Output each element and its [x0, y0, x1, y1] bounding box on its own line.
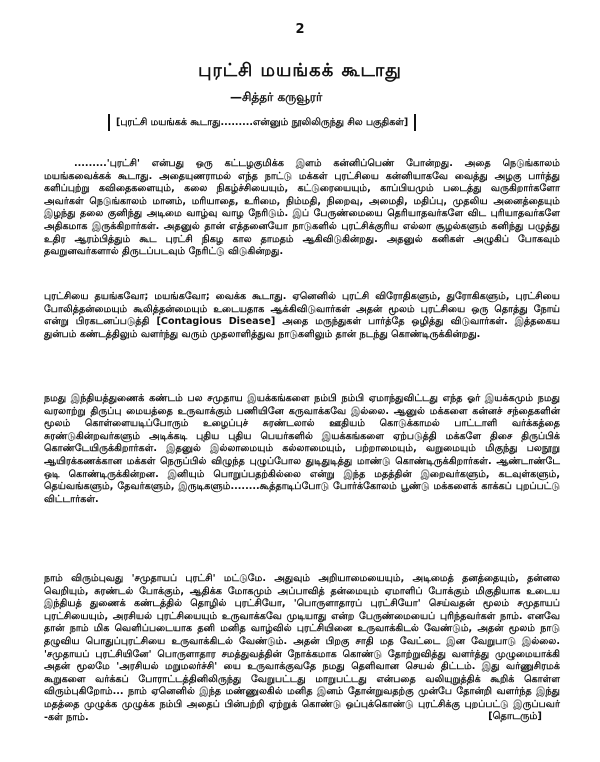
paragraph-1 [44, 158, 560, 259]
page-number: 2 [295, 22, 305, 37]
paragraph-text: புரட்சியை தயங்கவோ; மயங்கவோ; வைக்க கூடாது. ஏனெனில் புரட்சி விரோதிகளும், துரோகிகளும், புரட்சியை போலித்தன்மையும் கூலித்தன்மையும் உடையதாக ஆக்கிவிடுவார்கள் அதன் மூலம் புரட்சியை ஒரு தொத்து நோய் என்று பிரகடனப்படுத்தி [Contagious Disease] அதை மருந்துகள் பார்த்தே ஒழித்து விடுவார்கள். இத்தகைய துன்பம் கண்டத்திலும் வளர்ந்து வரும் முதலாளித்துவ நாடுகளிலும் தான் நடந்து கொண்டிருக்கின்றது. [44, 291, 560, 340]
page-title: புரட்சி மயங்கக் கூடாது [198, 60, 402, 81]
paragraph-text: நமது இந்தியத்துணைக் கண்டம் பல சமுதாய இயக்கங்களை நம்பி நம்பி ஏமாந்துவிட்டது எந்த ஓர் இயக்கமும் நமது வரலாற்று திருப்பு மையத்தை உருவாக்கும் பணியினே கருவாக்கவே இல்லை. ஆனுல் மக்களை கன்னச் சந்தைகளின் மூலம் கொள்ளையடிப்போரும் உழைப்புச் சுரண்டலால் ஊதியம் கொடுக்காமல் பாட்டாளி வர்க்கத்தை சுரண்டுகின்றவர்களும் அடிக்கடி புதிய புதிய பெயர்களில் இயக்கங்களை ஏற்படுத்தி மக்களே திசை திருப்பிக் கொண்டேயிருக்கிறார்கள். இதனுல் இல்லாமையும் கல்லாமையும், பற்றாமையும், வறுமையும் மிகுந்து பலநூறு ஆயிரக்கணக்கான மக்கள் நெருப்பில் விழுந்த புழுப்போல துடிதுடித்து மாண்டு கொண்டிருக்கிறார்கள். ஆண்டாண்டே ஒடி கொண்டிருக்கின்றன. இனியும் பொறுப்பதற்கில்லை என்று இந்த மதத்தின் இறைவர்களும், கடவுள்களும், தெய்வங்களும், தேவர்களும், இருடிகளும்........கூத்தாடிப்போடு போர்க்கோலம் பூண்டு மக்களைக் காக்கப் புறப்பட்டு விட்டார்கள். [44, 393, 560, 505]
author-line: —சித்தர் கருவூரர் [230, 90, 323, 104]
paragraph-text: நாம் விரும்புவது 'சமுதாயப் புரட்சி' மட்டுமே. அதுவும் அறியாமையையும், அடிமைத் தனத்தையும், தன்னல வெறியும், சுரண்டல் போக்கும், ஆதிக்க மோகமும் அப்பாவித் தன்மையும் ஏமாளிப் போக்கும் மிகுதியாக உடைய இந்தியத் துணைக் கண்டத்தில் தொழில் புரட்சியோ, 'பொருளாதாரப் புரட்சியோ' செய்வதன் மூலம் சமுதாயப் புரட்சியையும், அரசியல் புரட்சியையும் உருவாக்கவே முடியாது என்ற பேருண்மையைப் புரிந்தவர்கள் நாம். எனவே தான் நாம் மிக வெளிப்படையாக தனி மனித வாழ்வில் புரட்சியினை உருவாக்கிடல் வேண்டும், அதன் மூலம் நாடு தழுவிய பொதுப்புரட்சியை உருவாக்கிடல் வேண்டும். அதன் பிறகு சாதி மத வேட்டை இன வேறுபாடு இல்லை. 'சமுதாயப் புரட்சியினே' பொருளாதார சமத்துவத்தின் நோக்கமாக கொண்டு தோற்றுவித்து வளர்த்து முழுமையாக்கி அதன் மூலமே 'அரசியல் மறுமலர்ச்சி' யை உருவாக்குவதே நமது தெளிவான செயல் திட்டம். இது வர்ணுசிரமக் கூறுகளை வர்க்கப் போராட்டத்தினிலிருந்து வேறுபட்டது மாறுபட்டது என்பதை வலியுறுத்திக் கூறிக் கொள்ள விரும்புகிறோம்... நாம் ஏனெனில் இந்த மண்ணுலகில் மனித இனம் தோன்றுவதற்கு முன்பே தோன்றி வளர்ந்த இந்து மதத்தை முழுக்க முழுக்க நம்பி அதைப் பின்பற்றி ஏற்றுக் கொண்டு ஒப்புக்கொண்டு புரட்சிக்கு புறப்பட்டு இருப்பவர் -கள் நாம். [44, 573, 560, 723]
paragraph-2 [44, 291, 560, 341]
paragraph-3 [44, 393, 560, 506]
paragraph-4 [44, 573, 560, 724]
paragraph-text: .........'புரட்சி' என்பது ஒரு கட்டழகுமிக்க இளம் கன்னிப்பெண் போன்றது. அதை நெடுங்காலம் மயங்கவைக்கக் கூடாது. அதையுணராமல் எந்த நாட்டு மக்கள் புரட்சியை கன்னியாகவே வைத்து அழகு பார்த்து களிப்புற்று கவிதைகளையும், கலை நிகழ்ச்சியையும், கட்டுரையையும், காப்பியமும் படைத்து வருகிறார்களோ அவர்கள் நெடுங்காலம் மானம், மரியாதை, உரிமை, நிம்மதி, நிறைவு, அமைதி, மதிப்பு, முதலிய அனைத்தையும் இழந்து தலை குனிந்து அடிமை வாழ்வு வாழ நேரிடும். இப் பேருண்மையை தெரியாதவர்களே விட புரியாதவர்களே அதிகமாக இருக்கிறார்கள். அதனுல் தான் எத்தனையோ நாடுகளில் புரட்சிக்குரிய எல்லா சூழல்களும் கனிந்து பழுத்து உதிர ஆரம்பித்தும் கூட புரட்சி நிகழ கால தாமதம் ஆகிவிடுகின்றது. அதனுல் கனிகள் அழுகிப் போகவும் தவறுனவர்களால் திருடப்படவும் நேரிட்டு விடுகின்றது. [44, 158, 560, 258]
source-note: [புரட்சி மயங்கக் கூடாது.........என்னும் நூலிலிருந்து சில பகுதிகள்] [108, 114, 416, 131]
continued-marker: [தொடரும்] [488, 711, 542, 722]
